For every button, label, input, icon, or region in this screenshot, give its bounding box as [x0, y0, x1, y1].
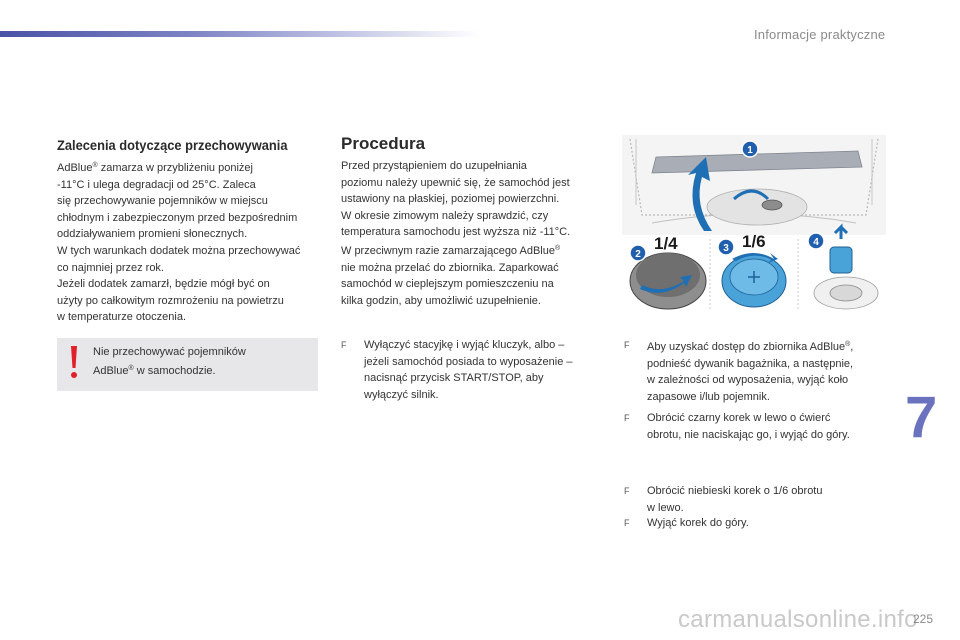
storage-line: w temperaturze otoczenia.: [57, 311, 187, 324]
step-2-label: 2: [635, 249, 641, 260]
bullet-line: zapasowe i/lub pojemnik.: [647, 390, 770, 403]
procedure-line: W przeciwnym razie zamarzającego AdBlue®: [341, 244, 561, 257]
procedure-intro-text: [341, 158, 606, 309]
bullet-line: wyłączyć silnik.: [364, 388, 439, 401]
step-4-label: 4: [813, 237, 819, 248]
procedure-line: Przed przystąpieniem do uzupełniania: [341, 160, 527, 172]
bullet-line: w lewo.: [647, 501, 684, 514]
procedure-line: samochód w cieplejszym pomieszczeniu na: [341, 278, 554, 291]
step-1-label: 1: [747, 145, 753, 156]
storage-line: oddziaływaniem promieni słonecznych.: [57, 228, 248, 241]
bullet-line: jeżeli samochód posiada to wyposażenie –: [364, 355, 573, 368]
warning-text: [93, 344, 313, 379]
bullet-line: Obrócić czarny korek w lewo o ćwierć: [647, 412, 831, 424]
procedure-section-title: Procedura: [341, 134, 426, 153]
procedure-line: poziomu należy upewnić się, że samochód jest: [341, 176, 570, 189]
bullet-line: Aby uzyskać dostęp do zbiornika AdBlue®,: [647, 341, 854, 353]
procedure-line: nie można przelać do zbiornika. Zaparkować: [341, 261, 559, 274]
watermark: carmanualsonline.info: [678, 606, 918, 633]
header-gradient-bar: [0, 31, 480, 37]
bullet-line: Wyjąć korek do góry.: [647, 517, 749, 529]
bullet-marker: F: [624, 413, 630, 423]
storage-line: -11°C i ulega degradacji od 25°C. Zaleca: [57, 178, 256, 191]
bullet-marker: F: [624, 518, 630, 528]
storage-section-text: [57, 158, 327, 326]
bullet-marker: F: [341, 340, 347, 350]
procedure-line: kilka godzin, aby umożliwić uzupełnienie.: [341, 294, 541, 307]
bullet-line: nacisnąć przycisk START/STOP, aby: [364, 372, 544, 385]
step-bullet-blue-cap: [624, 483, 894, 516]
storage-line: co najmniej przez rok.: [57, 261, 164, 274]
bullet-line: podnieść dywanik bagażnika, a następnie,: [647, 357, 854, 370]
storage-line: się przechowywanie pojemników w miejscu: [57, 195, 268, 208]
step-3-label: 3: [723, 243, 729, 254]
page-header-title: Informacje praktyczne: [754, 27, 886, 42]
bullet-line: obrotu, nie naciskając go, i wyjąć do góry.: [647, 428, 850, 441]
storage-line: chłodnym i zabezpieczonym przed bezpośrednim: [57, 211, 298, 224]
storage-line: W tych warunkach dodatek można przechowywać: [57, 244, 301, 257]
bullet-line: w zależności od wyposażenia, wyjąć koło: [647, 374, 849, 387]
bullet-line: Wyłączyć stacyjkę i wyjąć kluczyk, albo –: [364, 339, 565, 351]
sixth-turn-label: 1/6: [742, 232, 766, 251]
bullet-marker: F: [624, 486, 630, 496]
step-bullet-black-cap: [624, 410, 894, 443]
adblue-tank-illustration: [622, 135, 886, 311]
warning-line: Nie przechowywać pojemników: [93, 346, 246, 358]
quarter-turn-label: 1/4: [654, 234, 678, 253]
bullet-marker: F: [624, 340, 630, 350]
warning-line: AdBlue® w samochodzie.: [93, 364, 216, 377]
bullet-line: Obrócić niebieski korek o 1/6 obrotu: [647, 485, 823, 497]
procedure-line: W okresie zimowym należy sprawdzić, czy: [341, 209, 549, 222]
storage-section-title: Zalecenia dotyczące przechowywania: [57, 137, 288, 153]
storage-line: Jeżeli dodatek zamarzł, będzie mógł być on: [57, 278, 270, 291]
warning-exclamation-icon: [69, 344, 79, 380]
storage-line: AdBlue® zamarza w przybliżeniu poniżej: [57, 162, 253, 174]
procedure-line: ustawiony na płaskiej, poziomej powierzchni.: [341, 193, 560, 206]
step-bullet-remove-cap: [624, 515, 894, 532]
step-bullet-ignition-off: [341, 337, 611, 403]
step-bullet-access-tank: [624, 337, 894, 405]
storage-line: użyty po całkowitym rozmrożeniu na powietrzu: [57, 294, 284, 307]
chapter-number: 7: [905, 385, 938, 450]
warning-box: [57, 338, 318, 391]
page-number: 225: [913, 612, 934, 626]
procedure-line: temperatura samochodu jest wyższa niż -11°C.: [341, 226, 571, 239]
